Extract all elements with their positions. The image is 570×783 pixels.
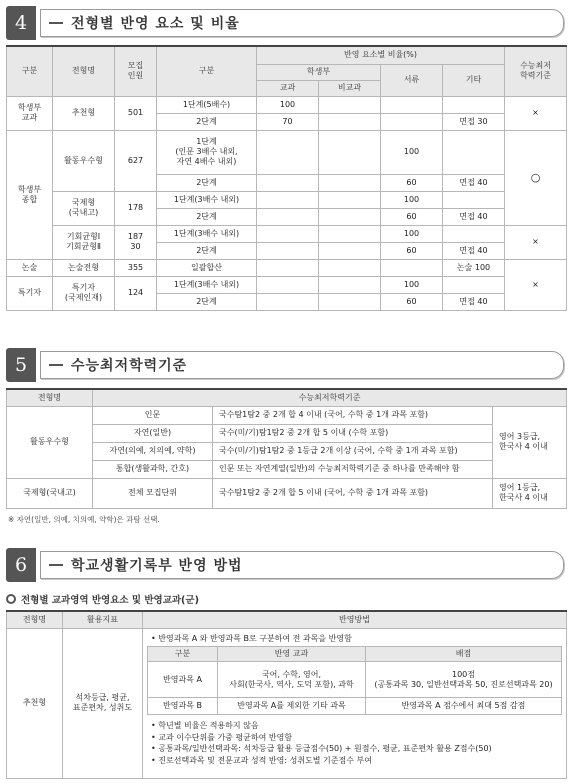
recruit-count: 501	[115, 96, 157, 130]
admission-name: 국제형(국내고)	[7, 478, 93, 508]
docs-value	[381, 96, 443, 113]
subj-value	[257, 174, 319, 191]
stage-label: 2단계	[157, 242, 257, 259]
subj-value	[257, 191, 319, 208]
section-6-header	[6, 548, 564, 582]
title-dash	[49, 564, 63, 566]
header-name: 전형명	[7, 611, 63, 628]
etc-value: 면접 40	[443, 293, 505, 310]
stage-label: 2단계	[157, 113, 257, 130]
admission-name: 기회균형Ⅰ 기회균형Ⅱ	[53, 225, 115, 259]
subj-value: 70	[257, 113, 319, 130]
extra-rule: 영어 3등급, 한국사 4 이내	[493, 406, 567, 478]
header-method: 반영방법	[143, 611, 567, 628]
nonsubj-value	[319, 276, 381, 293]
docs-value	[381, 113, 443, 130]
ratio-table	[6, 45, 567, 311]
extra-rule: 영어 1등급, 한국사 4 이내	[493, 478, 567, 508]
subsection-heading	[6, 592, 199, 606]
etc-value: 면접 30	[443, 113, 505, 130]
nonsubj-value	[319, 225, 381, 242]
recruit-count: 627	[115, 130, 157, 191]
nonsubj-value	[319, 113, 381, 130]
metric-list: 석차등급, 평균, 표준편차, 성취도	[63, 628, 143, 778]
group-label: 학생부 교과	[7, 96, 53, 130]
stage-label: 2단계	[157, 174, 257, 191]
header-ratio: 반영 요소별 비율(%)	[257, 46, 505, 64]
etc-value: 면접 40	[443, 174, 505, 191]
stage-label: 1단계 (인문 3배수 내외, 자연 4배수 내외)	[157, 130, 257, 174]
docs-value: 100	[381, 225, 443, 242]
subject-table	[147, 646, 562, 715]
header-gubun: 구분	[7, 46, 53, 96]
stage-label: 1단계(5배수)	[157, 96, 257, 113]
nonsubj-value	[319, 293, 381, 310]
inner-header-subj: 반영 교과	[218, 647, 366, 662]
admission-name: 활동우수형	[53, 130, 115, 191]
section-number: 5	[6, 348, 36, 382]
header-docs: 서류	[381, 64, 443, 96]
docs-value: 60	[381, 242, 443, 259]
section-number: 6	[6, 548, 36, 582]
track-label: 전체 모집단위	[93, 478, 213, 508]
title-dash	[49, 22, 63, 24]
csat-table	[6, 388, 567, 509]
etc-value	[443, 96, 505, 113]
csat-rule: 국수(미/기)탐1탐2 중 2개 합 5 이내 (수학 포함)	[213, 424, 493, 442]
header-name: 전형명	[7, 389, 93, 406]
etc-value: 면접 40	[443, 208, 505, 225]
subj-value	[257, 225, 319, 242]
section-5-header	[6, 348, 564, 382]
admission-name: 논술전형	[53, 259, 115, 276]
nonsubj-value	[319, 174, 381, 191]
group-label: 논술	[7, 259, 53, 276]
docs-value: 100	[381, 276, 443, 293]
header-metric: 활용지표	[63, 611, 143, 628]
section-4-header	[6, 6, 564, 40]
title-dash	[49, 364, 63, 366]
header-etc: 기타	[443, 64, 505, 96]
header-recruit: 모집 인원	[115, 46, 157, 96]
nonsubj-value	[319, 208, 381, 225]
method-bullets-top	[147, 631, 562, 647]
section-title-bar	[40, 551, 564, 579]
etc-value	[443, 276, 505, 293]
header-gubun2: 구분	[157, 46, 257, 96]
csat-rule: 국수탐1탐2 중 2개 합 4 이내 (국어, 수학 중 1개 과목 포함)	[213, 406, 493, 424]
record-table	[6, 610, 567, 779]
admission-name: 활동우수형	[7, 406, 93, 478]
subj-value	[257, 130, 319, 174]
method-bullet: • 학년별 비율은 적용하지 않음	[151, 720, 558, 732]
method-bullet: • 진로선택과목 및 전문교과 성적 반영: 성취도별 기준점수 부여	[151, 755, 558, 767]
nonsubj-value	[319, 96, 381, 113]
subj-value	[257, 276, 319, 293]
etc-value	[443, 130, 505, 174]
subject-list: 반영과목 A를 제외한 기타 과목	[218, 698, 366, 715]
group-label: 학생부 종합	[7, 130, 53, 259]
docs-value: 100	[381, 191, 443, 208]
recruit-count: 187 30	[115, 225, 157, 259]
docs-value: 100	[381, 130, 443, 174]
section-title-bar	[40, 9, 564, 37]
subject-group: 반영과목 A	[148, 662, 218, 698]
header-record: 학생부	[257, 64, 381, 80]
track-label: 통합(생활과학, 간호)	[93, 460, 213, 478]
subject-list: 국어, 수학, 영어, 사회(한국사, 역사, 도덕 포함), 과학	[218, 662, 366, 698]
stage-label: 1단계(3배수 내외)	[157, 225, 257, 242]
subj-value	[257, 259, 319, 276]
subj-value	[257, 208, 319, 225]
stage-label: 2단계	[157, 293, 257, 310]
stage-label: 1단계(3배수 내외)	[157, 191, 257, 208]
recruit-count: 355	[115, 259, 157, 276]
nonsubj-value	[319, 259, 381, 276]
header-standard: 수능최저학력기준	[93, 389, 567, 406]
etc-value: 논술 100	[443, 259, 505, 276]
csat-mark: ×	[505, 225, 567, 259]
subj-value	[257, 293, 319, 310]
recruit-count: 178	[115, 191, 157, 225]
subsection-title: 전형별 교과영역 반영요소 및 반영교과(군)	[21, 595, 199, 606]
csat-rule: 국수(미/기)탐1탐2 중 1등급 2개 이상 (국어, 수학 중 1개 과목 포함)	[213, 442, 493, 460]
group-label: 특기자	[7, 276, 53, 310]
subject-score: 반영과목 A 점수에서 최대 5점 감점	[366, 698, 562, 715]
csat-mark: ○	[505, 130, 567, 225]
section-title: 학교생활기록부 반영 방법	[71, 558, 243, 574]
header-csat: 수능최저 학력기준	[505, 46, 567, 96]
admission-name: 특기자 (국제인재)	[53, 276, 115, 310]
ring-bullet-icon	[6, 594, 16, 604]
subj-value	[257, 242, 319, 259]
method-bullet: • 공통과목/일반선택과목: 석차등급 활용 등급점수(50) + 원점수, 평균, 표준편차 활용 Z점수(50)	[151, 743, 558, 755]
docs-value: 60	[381, 174, 443, 191]
method-cell	[143, 628, 567, 778]
csat-mark: ×	[505, 259, 567, 310]
etc-value: 면접 40	[443, 242, 505, 259]
csat-rule: 인문 또는 자연계열(일반)의 수능최저학력기준 중 하나를 만족해야 함	[213, 460, 493, 478]
inner-header-score: 배점	[366, 647, 562, 662]
admission-name: 추천형	[7, 628, 63, 778]
admission-name: 추천형	[53, 96, 115, 130]
csat-mark: ×	[505, 96, 567, 130]
section-title-bar	[40, 351, 564, 379]
inner-header-gubun: 구분	[148, 647, 218, 662]
stage-label: 1단계(3배수 내외)	[157, 276, 257, 293]
header-name: 전형명	[53, 46, 115, 96]
admission-name: 국제형 (국내고)	[53, 191, 115, 225]
header-subj: 교과	[257, 80, 319, 96]
track-label: 인문	[93, 406, 213, 424]
method-bullet: • 반영과목 A 와 반영과목 B로 구분하여 전 과목을 반영함	[151, 633, 558, 645]
track-label: 자연(의예, 치의예, 약학)	[93, 442, 213, 460]
etc-value	[443, 225, 505, 242]
footnote: ※ 자연(일반, 의예, 치의예, 약학)은 과탐 선택.	[8, 515, 160, 524]
method-bullets-bottom	[147, 718, 562, 768]
recruit-count: 124	[115, 276, 157, 310]
etc-value	[443, 191, 505, 208]
subject-score: 100점 (공통과목 30, 일반선택과목 50, 진로선택과목 20)	[366, 662, 562, 698]
section-title: 수능최저학력기준	[71, 358, 188, 374]
stage-label: 2단계	[157, 208, 257, 225]
nonsubj-value	[319, 242, 381, 259]
nonsubj-value	[319, 191, 381, 208]
csat-rule: 국수탐1탐2 중 2개 합 5 이내 (국어, 수학 중 1개 과목 포함)	[213, 478, 493, 508]
subject-group: 반영과목 B	[148, 698, 218, 715]
header-nonsubj: 비교과	[319, 80, 381, 96]
docs-value: 60	[381, 293, 443, 310]
section-number: 4	[6, 6, 36, 40]
stage-label: 일괄합산	[157, 259, 257, 276]
nonsubj-value	[319, 130, 381, 174]
track-label: 자연(일반)	[93, 424, 213, 442]
docs-value	[381, 259, 443, 276]
section-title: 전형별 반영 요소 및 비율	[71, 16, 240, 32]
docs-value: 60	[381, 208, 443, 225]
method-bullet: • 교과 이수단위를 가중 평균하여 반영함	[151, 732, 558, 744]
subj-value: 100	[257, 96, 319, 113]
